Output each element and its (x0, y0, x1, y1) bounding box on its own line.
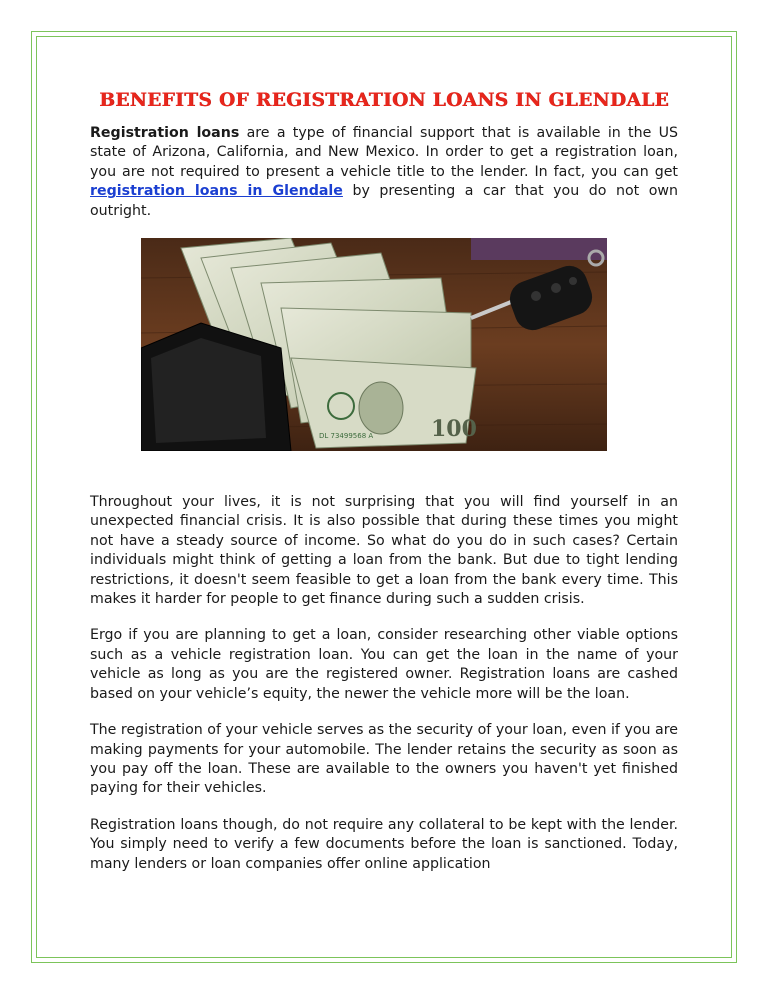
intro-text-1: are a type of financial support that is available in the US state of Arizona, California, and New Mexico. In order to get a registration loan, you are not required to present a vehicle title to the lender. In fact, you can get (90, 125, 678, 180)
intro-bold-lead: Registration loans (90, 125, 240, 141)
intro-paragraph (90, 124, 678, 221)
purple-cloth (471, 238, 607, 260)
paragraph-3: The registration of your vehicle serves as the security of your loan, even if you are making payments for your automobile. The lender retains the security as soon as you pay off the loan. These are available to the owners you haven't yet finished paying for their vehicles. (90, 722, 678, 797)
intro-text-2: by presenting a car that you do not own outright. (90, 183, 678, 219)
registration-loans-link[interactable]: registration loans in Glendale (90, 183, 343, 200)
paragraph-2: Ergo if you are planning to get a loan, consider researching other viable options such as a vehicle registration loan. You can get the loan in the name of your vehicle as long as you are the registered owner. Registration loans are cashed based on your vehicle’s equity, the newer the vehicle more will be the loan. (90, 627, 678, 702)
money-and-car-key-photo (141, 238, 607, 451)
paragraph-1: Throughout your lives, it is not surprising that you will find yourself in an unexpected financial crisis. It is also possible that during these times you might not have a steady source of income. So what do you do in such cases? Certain individuals might think of getting a loan from the bank. But due to tight lending restrictions, it doesn't seem feasible to get a loan from the bank every time. This makes it harder for people to get finance during such a sudden crisis. (90, 494, 678, 608)
page-title: BENEFITS OF REGISTRATION LOANS IN GLENDALE (99, 90, 669, 111)
bill-serial: DL 73499568 A (319, 432, 374, 441)
document-body (90, 86, 678, 891)
bill-denomination: 100 (431, 416, 477, 443)
paragraph-4: Registration loans though, do not require any collateral to be kept with the lender. You simply need to verify a few documents before the loan is sanctioned. Today, many lenders or loan companies offer online application (90, 816, 678, 872)
